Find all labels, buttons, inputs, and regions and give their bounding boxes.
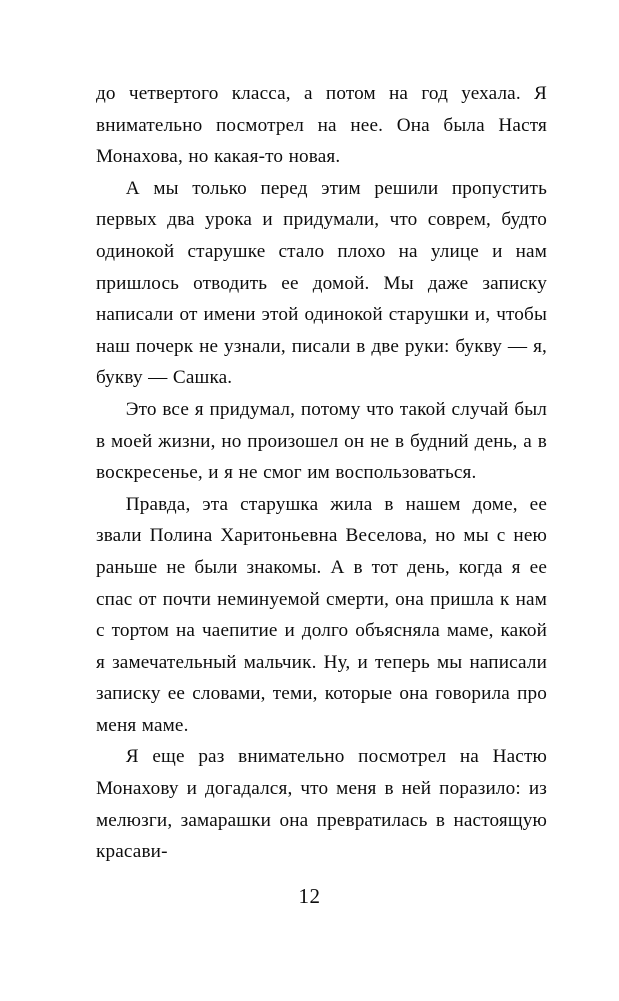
paragraph: до четвертого класса, а потом на год уехала. Я внимательно посмотрел на нее. Она была Настя Монахова, но какая-то новая. xyxy=(96,83,547,168)
paragraph: Это все я придумал, потому что такой случай был в моей жизни, но произошел он не в будний день, а в воскресенье, и я не смог им воспользоваться. xyxy=(96,398,547,484)
paragraph: Я еще раз внимательно посмотрел на Настю Монахову и догадался, что меня в ней поразило: из мелюзги, замарашки она превратилась в настоящую красави- xyxy=(96,746,547,863)
page-number: 12 xyxy=(298,884,321,908)
paragraph: А мы только перед этим решили пропустить первых два урока и придумали, что соврем, будто одинокой старушке стало плохо на улице и нам пришлось отводить ее домой. Мы даже записку написали от имени этой одинокой старушки и, чтобы наш почерк не узнали, писали в две руки: букву — я, букву — Сашка. xyxy=(96,177,547,389)
paragraph: Правда, эта старушка жила в нашем доме, ее звали Полина Харитоньевна Веселова, но мы с нею раньше не были знакомы. А в тот день, когда я ее спас от почти неминуемой смерти, она пришла к нам с тортом на чаепитие и долго объясняла маме, какой я замечательный мальчик. Ну, и теперь мы написали записку ее словами, теми, которые она говорила про меня маме. xyxy=(96,493,547,736)
page-text-block xyxy=(96,78,547,868)
